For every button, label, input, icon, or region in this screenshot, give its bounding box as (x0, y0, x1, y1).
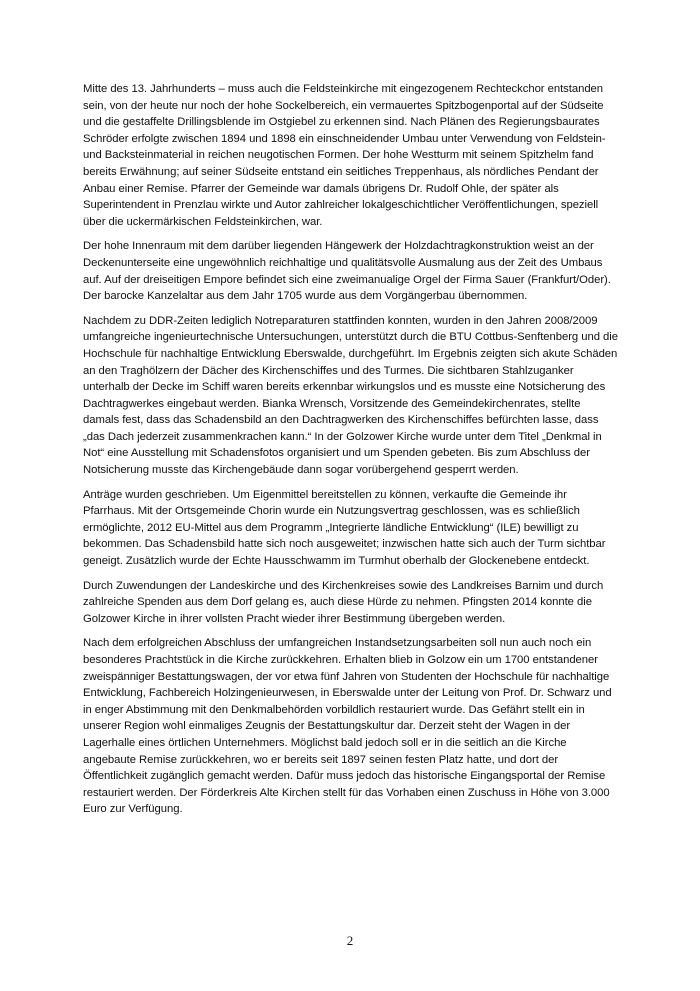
paragraph: Nach dem erfolgreichen Abschluss der umfangreichen Instandsetzungsarbeiten soll nun auch noch ein besonderes Prachtstück in die Kirche zurückkehren. Erhalten blieb in Golzow ein um 1700 entstandener zweispänniger Bestattungswagen, der vor etwa fünf Jahren von Studenten der Hochschule für nachhaltige Entwicklung, Fachbereich Holzingenieurwesen, in Eberswalde unter der Leitung von Prof. Dr. Schwarz und in enger Abstimmung mit den Denkmalbehörden vorbildlich restauriert wurde. Das Gefährt stellt ein in unserer Region wohl einmaliges Zeugnis der Bestattungskultur dar. Derzeit steht der Wagen in der Lagerhalle eines örtlichen Unternehmers. Möglichst bald jedoch soll er in die seitlich an die Kirche angebaute Remise zurückkehren, wo er bereits seit 1897 seinen festen Platz hatte, und dort der Öffentlichkeit zugänglich gemacht werden. Dafür muss jedoch das historische Eingangsportal der Remise restauriert werden. Der Förderkreis Alte Kirchen stellt für das Vorhaben einen Zuschuss in Höhe von 3.000 Euro zur Verfügung. (83, 637, 612, 816)
paragraph: Durch Zuwendungen der Landeskirche und des Kirchenkreises sowie des Landkreises Barnim und durch zahlreiche Spenden aus dem Dorf gelang es, auch diese Hürde zu nehmen. Pfingsten 2014 konnte die Golzower Kirche in ihrer vollsten Pracht wieder ihrer Bestimmung übergeben werden. (83, 579, 604, 625)
paragraph: Nachdem zu DDR-Zeiten lediglich Notreparaturen stattfinden konnten, wurden in den Jahren 2008/2009 umfangreiche ingenieurtechnische Untersuchungen, unterstützt durch die BTU Cottbus-Senftenberg und die Hochschule für nachhaltige Entwicklung Eberswalde, durchgeführt. Im Ergebnis zeigten sich akute Schäden an den Traghölzern der Dächer des Kirchenschiffes und des Turmes. Die sichtbaren Stahlzuganker unterhalb der Decke im Schiff waren bereits erkennbar wirkungslos und es musste eine Notsicherung des Dachtragwerkes eingebaut werden. Bianka Wrensch, Vorsitzende des Gemeindekirchenrates, stellte damals fest, dass das Schadensbild an den Dachtragwerken des Kirchenschiffes befürchten lasse, dass „das Dach jederzeit zusammenkrachen kann.“ In der Golzower Kirche wurde unter dem Titel „Denkmal in Not“ eine Ausstellung mit Schadensfotos organisiert und um Spenden gebeten. Bis zum Abschluss der Notsicherung musste das Kirchengebäude dann sogar vorübergehend gesperrt werden. (83, 314, 618, 477)
page-number: 2 (346, 933, 354, 948)
paragraph: Mitte des 13. Jahrhunderts – muss auch die Feldsteinkirche mit eingezogenem Rechteckchor entstanden sein, von der heute nur noch der hohe Sockelbereich, ein vermauertes Spitzbogenportal auf der Südseite und die gestaffelte Drillingsblende im Ostgiebel zu erkennen sind. Nach Plänen des Regierungsbaurates Schröder erfolgte zwischen 1894 und 1898 ein einschneidender Umbau unter Verwendung von Feldstein- und Backsteinmaterial in reichen neugotischen Formen. Der hohe Westturm mit seinem Spitzhelm fand bereits Erwähnung; auf seiner Südseite entstand ein seitliches Treppenhaus, als nördliches Pendant der Anbau einer Remise. Pfarrer der Gemeinde war damals übrigens Dr. Rudolf Ohle, der später als Superintendent in Prenzlau wirkte und Autor zahlreicher lokalgeschichtlicher Veröffentlichungen, speziell über die uckermärkischen Feldsteinkirchen, war. (83, 83, 606, 228)
paragraph: Anträge wurden geschrieben. Um Eigenmittel bereitstellen zu können, verkaufte die Gemeinde ihr Pfarrhaus. Mit der Ortsgemeinde Chorin wurde ein Nutzungsvertrag geschlossen, was es schließlich ermöglichte, 2012 EU-Mittel aus dem Programm „Integrierte ländliche Entwicklung“ (ILE) bewilligt zu bekommen. Das Schadensbild hatte sich noch ausgeweitet; inzwischen hatte sich auch der Turm sichtbar geneigt. Zusätzlich wurde der Echte Hausschwamm im Turmhut oberhalb der Glockenebene entdeckt. (83, 488, 606, 568)
paragraph: Der hohe Innenraum mit dem darüber liegenden Hängewerk der Holzdachtragkonstruktion weist an der Deckenunterseite eine ungewöhnlich reichhaltige und qualitätsvolle Ausmalung aus der Zeit des Umbaus auf. Auf der dreiseitigen Empore befindet sich eine zweimanualige Orgel der Firma Sauer (Frankfurt/Oder). Der barocke Kanzelaltar aus dem Jahr 1705 wurde aus dem Vorgängerbau übernommen. (83, 240, 611, 303)
body-text (83, 81, 618, 826)
